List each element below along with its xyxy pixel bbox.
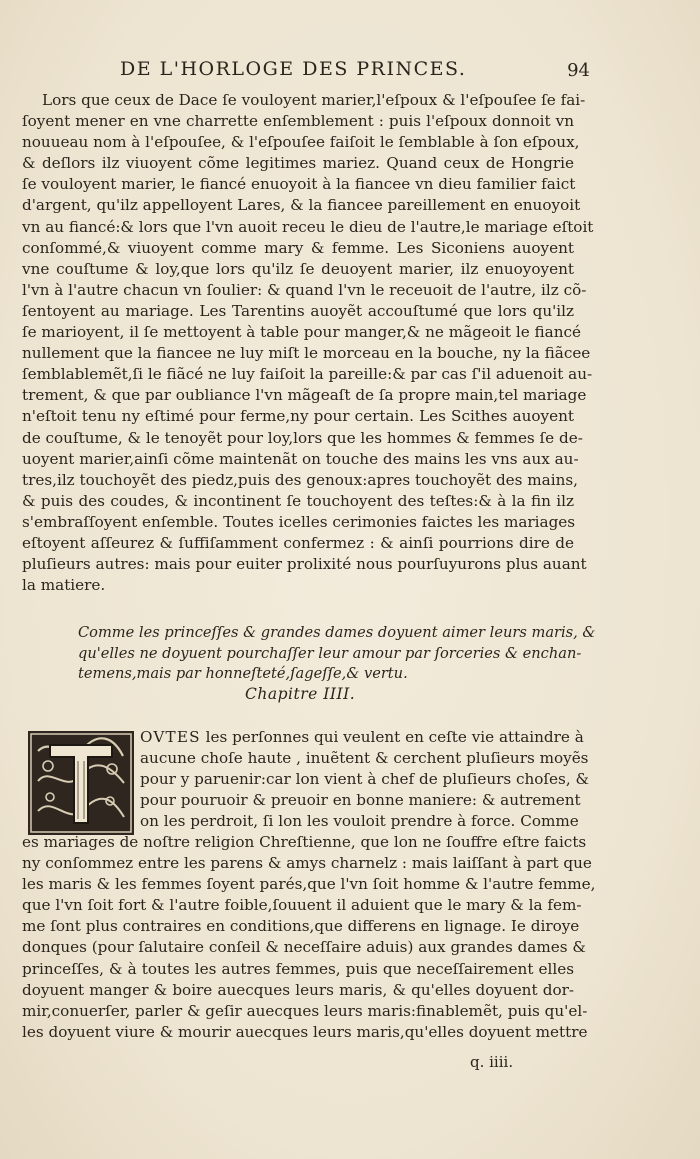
catchword-signature: q. iiii. [470,1053,514,1071]
text-line: ſentoyent au mariage. Les Tarentins auoyẽt accouſtumé que lors qu'ilz [22,301,574,320]
folio-number: 94 [567,60,590,81]
text-line: eſtoyent aſſeurez & ſuffiſamment confermez : & ainſi pourrions dire de [22,533,574,552]
paragraph-marriage-counsel [22,832,596,1043]
text-line: es mariages de noſtre religion Chreſtienne, que lon ne ſouffre eſtre faicts [22,833,587,851]
text-line: doyuent manger & boire auecques leurs maris, & qu'elles doyuent dor- [22,980,574,999]
text-line: que l'vn ſoit fort & l'autre foible,ſouuent il aduient que le mary & la fem- [22,896,582,915]
text-line: uoyent marier,ainſi cõme maintenãt on touche des mains les vns aux au- [22,449,579,468]
text-line: nullement que la fiancee ne luy miſt le morceau en la bouche, ny la fiãcee [22,344,591,363]
text-line: vn au fiancé:& lors que l'vn auoit receu le dieu de l'autre,le mariage eſtoit [22,217,594,236]
text-line: aucune choſe haute , inuẽtent & cerchent pluſieurs moyẽs [140,749,589,768]
heading-line: temens,mais par honneſteté,ſageſſe,& vertu. [78,665,408,682]
text-line: les doyuent viure & mourir auecques leurs maris,qu'elles doyuent mettre [22,1022,588,1041]
text-line: ſemblablemẽt,ſi le fiãcé ne luy faiſoit la pareille:& par cas ſ'il aduenoit au- [22,365,593,384]
text-line: ſoyent mener en vne charrette enſemblement : puis l'eſpoux donnoit vn [22,112,574,131]
text-line: de couſtume, & le tenoyẽt pour loy,lors que les hommes & femmes ſe de- [22,428,583,447]
text-line: d'argent, qu'ilz appelloyent Lares, & la fiancee pareillement en enuoyoit [22,196,581,215]
text-line: princeſſes, & à toutes les autres femmes, puis que neceſſairement elles [22,959,574,978]
paragraph-opening-lines [140,727,590,832]
heading-line: Comme les princeſſes & grandes dames doyuent aimer leurs maris, & [78,624,596,641]
text-line: ny conſommez entre les parens & amys charnelz : mais laiſſant à part que [22,854,592,873]
text-line: s'embraſſoyent enſemble. Toutes icelles cerimonies faictes les mariages [22,512,576,531]
paragraph-marriage-customs [22,90,594,596]
text-line: mir,conuerſer, parler & geſir auecques leurs maris:finablemẽt, puis qu'el- [22,1001,588,1020]
text-line: vne couſtume & loy,que lors qu'ilz ſe deuoyent marier, ilz enuoyoyent [22,259,574,278]
opening-word: OVTES [140,728,201,746]
text-line: nouueau nom à l'eſpouſee, & l'eſpouſee faiſoit le ſemblable à ſon eſpoux, [22,133,580,152]
text-line: trement, & que par oubliance l'vn mãgeaſt de ſa propre main,tel mariage [22,386,587,405]
text-line [140,727,584,748]
text-line: ſe marioyent, il ſe mettoyent à table pour manger,& ne mãgeoit le fiancé [22,323,581,342]
page-header [120,58,590,84]
text-line: conſommé,& viuoyent comme mary & femme. Les Siconiens auoyent [22,238,574,257]
text-line: Lors que ceux de Dace ſe vouloyent marier,l'eſpoux & l'eſpouſee ſe fai- [42,91,586,109]
text-line: on les perdroit, ſi lon les vouloit prendre à force. Comme [140,812,579,831]
text-line: la matiere. [22,576,106,595]
text-line: les maris & les femmes ſoyent parés,que l'vn ſoit homme & l'autre femme, [22,875,596,894]
text-line: tres,ilz touchoyẽt des piedz,puis des genoux:apres touchoyẽt des mains, [22,470,578,489]
text-line: ſe vouloyent marier, le fiancé enuoyoit à la fiancee vn dieu familier faict [22,175,576,194]
text-line: l'vn à l'autre chacun vn ſoulier: & quand l'vn le receuoit de l'autre, ilz cõ- [22,280,587,299]
decorated-initial-t [28,731,134,835]
line-text: les perſonnes qui veulent en ceſte vie attaindre à [200,728,584,746]
text-line: pour pouruoir & preuoir en bonne maniere: & autrement [140,791,581,810]
text-line: & puis des coudes, & incontinent ſe touchoyent des teſtes:& à la fin ilz [22,491,574,510]
chapter-number: Chapitre IIII. [245,685,356,703]
running-title: DE L'HORLOGE DES PRINCES. [120,58,467,80]
heading-line: qu'elles ne doyuent pourchaſſer leur amour par ſorceries & enchan- [78,644,582,662]
text-line: me ſont plus contraires en conditions,que differens en lignage. Ie diroye [22,917,580,936]
text-line: n'eſtoit tenu ny eſtimé pour ferme,ny pour certain. Les Scithes auoyent [22,407,574,426]
text-line: pour y paruenir:car lon vient à chef de pluſieurs choſes, & [140,770,590,789]
text-line: donques (pour ſalutaire conſeil & neceſſaire aduis) aux grandes dames & [22,938,586,957]
chapter-heading [78,623,596,685]
text-line: pluſieurs autres: mais pour euiter prolixité nous pourſuyurons plus auant [22,555,587,574]
ornamental-initial-icon [28,731,134,835]
text-line: & deſlors ilz viuoyent cõme legitimes mariez. Quand ceux de Hongrie [22,154,574,173]
